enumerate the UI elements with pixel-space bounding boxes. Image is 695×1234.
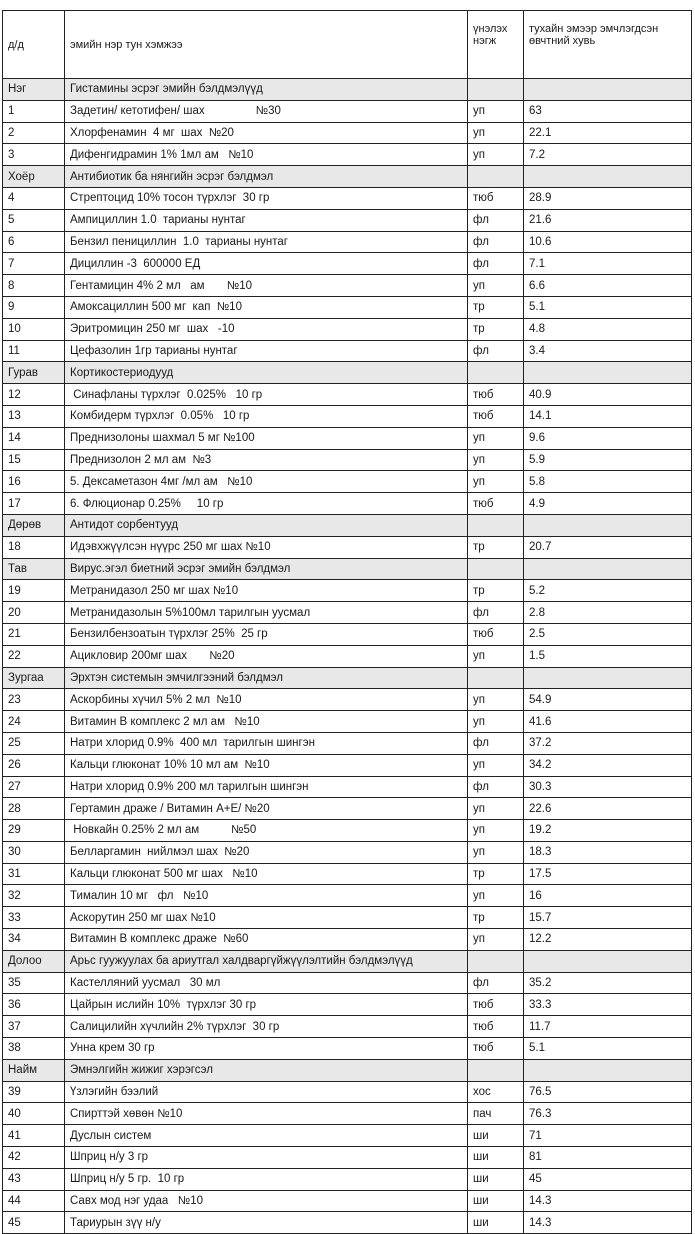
row-medicine-name: Савх мод нэг удаа №10 <box>65 1190 468 1212</box>
row-number: 44 <box>3 1190 65 1212</box>
row-number: 4 <box>3 187 65 209</box>
row-percent: 11.7 <box>524 1016 692 1038</box>
row-number: 6 <box>3 231 65 253</box>
table-row <box>3 645 692 667</box>
row-unit: уп <box>468 929 524 951</box>
section-label: Найм <box>3 1059 65 1081</box>
row-number: 37 <box>3 1016 65 1038</box>
table-row <box>3 885 692 907</box>
section-row <box>3 1059 692 1081</box>
table-row <box>3 1147 692 1169</box>
section-title: Эмнэлгийн жижиг хэрэгсэл <box>65 1059 468 1081</box>
row-unit: тюб <box>468 994 524 1016</box>
row-unit: тр <box>468 907 524 929</box>
row-medicine-name: 6. Флюционар 0.25% 10 гр <box>65 493 468 515</box>
table-row <box>3 1190 692 1212</box>
row-number: 42 <box>3 1147 65 1169</box>
section-row <box>3 166 692 188</box>
row-medicine-name: Эритромицин 250 мг шах -10 <box>65 318 468 340</box>
row-number: 23 <box>3 689 65 711</box>
row-medicine-name: Гертамин драже / Витамин А+Е/ №20 <box>65 798 468 820</box>
section-label: Дөрөв <box>3 514 65 536</box>
section-title: Арьс гуужуулах ба ариутгал халдваргүйжүүлэлтийн бэлдмэлүүд <box>65 950 468 972</box>
section-percent-empty <box>524 362 692 384</box>
row-number: 32 <box>3 885 65 907</box>
row-number: 33 <box>3 907 65 929</box>
row-percent: 5.1 <box>524 1038 692 1060</box>
row-number: 17 <box>3 493 65 515</box>
section-row <box>3 950 692 972</box>
row-percent: 63 <box>524 100 692 122</box>
table-row <box>3 863 692 885</box>
section-unit-empty <box>468 362 524 384</box>
row-percent: 14.3 <box>524 1190 692 1212</box>
row-unit: ши <box>468 1212 524 1234</box>
row-percent: 5.1 <box>524 296 692 318</box>
section-label: Гурав <box>3 362 65 384</box>
row-unit: тр <box>468 296 524 318</box>
row-unit: уп <box>468 820 524 842</box>
row-unit: фл <box>468 972 524 994</box>
table-row <box>3 1103 692 1125</box>
table-row <box>3 449 692 471</box>
row-number: 36 <box>3 994 65 1016</box>
table-row <box>3 209 692 231</box>
section-unit-empty <box>468 667 524 689</box>
table-row <box>3 536 692 558</box>
row-percent: 17.5 <box>524 863 692 885</box>
row-percent: 41.6 <box>524 711 692 733</box>
table-header-row <box>3 11 692 79</box>
row-percent: 20.7 <box>524 536 692 558</box>
row-medicine-name: 5. Дексаметазон 4мг /мл ам №10 <box>65 471 468 493</box>
header-percent: тухайн эмээр эмчлэгдсэн өвчтний хувь <box>524 11 692 79</box>
row-percent: 15.7 <box>524 907 692 929</box>
row-unit: ши <box>468 1147 524 1169</box>
row-number: 27 <box>3 776 65 798</box>
table-row <box>3 493 692 515</box>
row-number: 30 <box>3 841 65 863</box>
row-medicine-name: Преднизолоны шахмал 5 мг №100 <box>65 427 468 449</box>
table-row <box>3 841 692 863</box>
row-number: 22 <box>3 645 65 667</box>
row-number: 25 <box>3 732 65 754</box>
row-unit: фл <box>468 602 524 624</box>
row-medicine-name: Преднизолон 2 мл ам №3 <box>65 449 468 471</box>
row-percent: 81 <box>524 1147 692 1169</box>
table-row <box>3 187 692 209</box>
table-row <box>3 1016 692 1038</box>
row-unit: фл <box>468 231 524 253</box>
row-unit: уп <box>468 100 524 122</box>
table-row <box>3 1168 692 1190</box>
row-unit: фл <box>468 253 524 275</box>
row-medicine-name: Метранидазол 250 мг шах №10 <box>65 580 468 602</box>
table-row <box>3 776 692 798</box>
section-percent-empty <box>524 166 692 188</box>
table-row <box>3 602 692 624</box>
row-number: 19 <box>3 580 65 602</box>
section-row <box>3 667 692 689</box>
table-row <box>3 340 692 362</box>
table-row <box>3 1125 692 1147</box>
table-row <box>3 296 692 318</box>
section-title: Антидот сорбентууд <box>65 514 468 536</box>
row-number: 39 <box>3 1081 65 1103</box>
table-row <box>3 122 692 144</box>
row-unit: тюб <box>468 384 524 406</box>
section-title: Эрхтэн системын эмчилгээний бэлдмэл <box>65 667 468 689</box>
row-number: 2 <box>3 122 65 144</box>
row-unit: ши <box>468 1168 524 1190</box>
row-number: 11 <box>3 340 65 362</box>
row-percent: 35.2 <box>524 972 692 994</box>
section-unit-empty <box>468 558 524 580</box>
row-percent: 76.5 <box>524 1081 692 1103</box>
row-unit: уп <box>468 122 524 144</box>
row-medicine-name: Натри хлорид 0.9% 400 мл тарилгын шингэн <box>65 732 468 754</box>
row-medicine-name: Синафланы түрхлэг 0.025% 10 гр <box>65 384 468 406</box>
row-unit: тюб <box>468 1038 524 1060</box>
row-number: 13 <box>3 405 65 427</box>
row-medicine-name: Бензилбензоатын түрхлэг 25% 25 гр <box>65 623 468 645</box>
header-number: д/д <box>3 11 65 79</box>
table-row <box>3 820 692 842</box>
row-percent: 6.6 <box>524 275 692 297</box>
row-unit: уп <box>468 798 524 820</box>
table-row <box>3 623 692 645</box>
row-medicine-name: Витамин В комплекс драже №60 <box>65 929 468 951</box>
row-percent: 7.1 <box>524 253 692 275</box>
row-percent: 5.9 <box>524 449 692 471</box>
row-number: 29 <box>3 820 65 842</box>
row-number: 5 <box>3 209 65 231</box>
row-percent: 10.6 <box>524 231 692 253</box>
header-unit: үнэлэх нэгж <box>468 11 524 79</box>
header-name: эмийн нэр тун хэмжээ <box>65 11 468 79</box>
section-label: Долоо <box>3 950 65 972</box>
section-row <box>3 362 692 384</box>
row-medicine-name: Тариурын зүү н/у <box>65 1212 468 1234</box>
table-row <box>3 994 692 1016</box>
section-title: Вирус.эгэл биетний эсрэг эмийн бэлдмэл <box>65 558 468 580</box>
row-percent: 2.5 <box>524 623 692 645</box>
row-unit: тюб <box>468 1016 524 1038</box>
row-percent: 14.1 <box>524 405 692 427</box>
row-medicine-name: Ацикловир 200мг шах №20 <box>65 645 468 667</box>
row-unit: фл <box>468 340 524 362</box>
row-number: 16 <box>3 471 65 493</box>
table-row <box>3 929 692 951</box>
table-row <box>3 427 692 449</box>
row-percent: 12.2 <box>524 929 692 951</box>
row-medicine-name: Дуслын систем <box>65 1125 468 1147</box>
table-row <box>3 318 692 340</box>
row-unit: уп <box>468 427 524 449</box>
row-unit: фл <box>468 732 524 754</box>
section-percent-empty <box>524 79 692 101</box>
row-unit: тюб <box>468 187 524 209</box>
row-number: 38 <box>3 1038 65 1060</box>
row-number: 35 <box>3 972 65 994</box>
row-medicine-name: Салицилийн хүчлийн 2% түрхлэг 30 гр <box>65 1016 468 1038</box>
row-unit: уп <box>468 275 524 297</box>
table-row <box>3 711 692 733</box>
table-row <box>3 732 692 754</box>
row-percent: 1.5 <box>524 645 692 667</box>
row-percent: 9.6 <box>524 427 692 449</box>
section-title: Антибиотик ба нянгийн эсрэг бэлдмэл <box>65 166 468 188</box>
row-number: 9 <box>3 296 65 318</box>
table-row <box>3 798 692 820</box>
row-number: 20 <box>3 602 65 624</box>
row-unit: уп <box>468 711 524 733</box>
section-percent-empty <box>524 667 692 689</box>
row-unit: тр <box>468 536 524 558</box>
row-medicine-name: Үзлэгийн бээлий <box>65 1081 468 1103</box>
section-row <box>3 514 692 536</box>
row-percent: 76.3 <box>524 1103 692 1125</box>
section-unit-empty <box>468 1059 524 1081</box>
row-medicine-name: Кальци глюконат 500 мг шах №10 <box>65 863 468 885</box>
row-percent: 40.9 <box>524 384 692 406</box>
row-medicine-name: Шприц н/у 5 гр. 10 гр <box>65 1168 468 1190</box>
row-unit: тр <box>468 863 524 885</box>
row-unit: фл <box>468 776 524 798</box>
row-unit: тюб <box>468 623 524 645</box>
section-title: Гистамины эсрэг эмийн бэлдмэлүүд <box>65 79 468 101</box>
row-percent: 16 <box>524 885 692 907</box>
row-medicine-name: Комбидерм түрхлэг 0.05% 10 гр <box>65 405 468 427</box>
table-row <box>3 972 692 994</box>
table-row <box>3 1081 692 1103</box>
section-percent-empty <box>524 950 692 972</box>
row-medicine-name: Дициллин -3 600000 ЕД <box>65 253 468 275</box>
section-row <box>3 558 692 580</box>
section-title: Кортикостериодууд <box>65 362 468 384</box>
row-medicine-name: Аскорбины хүчил 5% 2 мл №10 <box>65 689 468 711</box>
section-label: Тав <box>3 558 65 580</box>
row-medicine-name: Шприц н/у 3 гр <box>65 1147 468 1169</box>
row-number: 40 <box>3 1103 65 1125</box>
row-number: 31 <box>3 863 65 885</box>
row-medicine-name: Амоксациллин 500 мг кап №10 <box>65 296 468 318</box>
row-percent: 5.8 <box>524 471 692 493</box>
row-unit: уп <box>468 689 524 711</box>
row-medicine-name: Идэвхжүүлсэн нүүрс 250 мг шах №10 <box>65 536 468 558</box>
row-percent: 71 <box>524 1125 692 1147</box>
row-medicine-name: Метранидазолын 5%100мл тарилгын уусмал <box>65 602 468 624</box>
section-percent-empty <box>524 558 692 580</box>
table-row <box>3 231 692 253</box>
row-unit: ши <box>468 1125 524 1147</box>
row-medicine-name: Цайрын ислийн 10% түрхлэг 30 гр <box>65 994 468 1016</box>
table-row <box>3 384 692 406</box>
row-number: 8 <box>3 275 65 297</box>
row-medicine-name: Гентамицин 4% 2 мл ам №10 <box>65 275 468 297</box>
table-row <box>3 689 692 711</box>
row-percent: 22.1 <box>524 122 692 144</box>
row-unit: ши <box>468 1190 524 1212</box>
table-row <box>3 907 692 929</box>
row-number: 10 <box>3 318 65 340</box>
row-medicine-name: Цефазолин 1гр тарианы нунтаг <box>65 340 468 362</box>
row-percent: 18.3 <box>524 841 692 863</box>
row-medicine-name: Кальци глюконат 10% 10 мл ам №10 <box>65 754 468 776</box>
row-medicine-name: Кастелляний уусмал 30 мл <box>65 972 468 994</box>
row-number: 34 <box>3 929 65 951</box>
row-percent: 37.2 <box>524 732 692 754</box>
row-medicine-name: Задетин/ кетотифен/ шах №30 <box>65 100 468 122</box>
table-row <box>3 275 692 297</box>
table-row <box>3 144 692 166</box>
row-number: 3 <box>3 144 65 166</box>
table-row <box>3 405 692 427</box>
row-number: 41 <box>3 1125 65 1147</box>
row-percent: 4.8 <box>524 318 692 340</box>
row-number: 12 <box>3 384 65 406</box>
section-percent-empty <box>524 514 692 536</box>
row-percent: 4.9 <box>524 493 692 515</box>
row-percent: 30.3 <box>524 776 692 798</box>
row-medicine-name: Аскорутин 250 мг шах №10 <box>65 907 468 929</box>
medicine-table <box>2 10 692 1234</box>
row-medicine-name: Бензил пенициллин 1.0 тарианы нунтаг <box>65 231 468 253</box>
table-row <box>3 100 692 122</box>
table-row <box>3 1038 692 1060</box>
row-unit: уп <box>468 754 524 776</box>
row-percent: 14.3 <box>524 1212 692 1234</box>
row-number: 21 <box>3 623 65 645</box>
row-percent: 21.6 <box>524 209 692 231</box>
row-unit: тр <box>468 580 524 602</box>
section-row <box>3 79 692 101</box>
row-unit: уп <box>468 885 524 907</box>
row-percent: 22.6 <box>524 798 692 820</box>
row-unit: пач <box>468 1103 524 1125</box>
section-unit-empty <box>468 79 524 101</box>
section-unit-empty <box>468 950 524 972</box>
row-number: 24 <box>3 711 65 733</box>
row-percent: 33.3 <box>524 994 692 1016</box>
row-percent: 28.9 <box>524 187 692 209</box>
row-percent: 2.8 <box>524 602 692 624</box>
row-unit: уп <box>468 645 524 667</box>
row-number: 15 <box>3 449 65 471</box>
row-medicine-name: Тималин 10 мг фл №10 <box>65 885 468 907</box>
table-row <box>3 471 692 493</box>
row-unit: фл <box>468 209 524 231</box>
section-unit-empty <box>468 514 524 536</box>
row-percent: 19.2 <box>524 820 692 842</box>
row-number: 28 <box>3 798 65 820</box>
row-medicine-name: Хлорфенамин 4 мг шах №20 <box>65 122 468 144</box>
table-row <box>3 253 692 275</box>
row-medicine-name: Ампициллин 1.0 тарианы нунтаг <box>65 209 468 231</box>
row-percent: 54.9 <box>524 689 692 711</box>
section-label: Хоёр <box>3 166 65 188</box>
section-unit-empty <box>468 166 524 188</box>
row-unit: хос <box>468 1081 524 1103</box>
row-unit: уп <box>468 841 524 863</box>
row-number: 26 <box>3 754 65 776</box>
row-unit: тюб <box>468 405 524 427</box>
row-unit: тюб <box>468 493 524 515</box>
row-percent: 45 <box>524 1168 692 1190</box>
table-row <box>3 754 692 776</box>
row-number: 45 <box>3 1212 65 1234</box>
row-number: 18 <box>3 536 65 558</box>
row-medicine-name: Новкайн 0.25% 2 мл ам №50 <box>65 820 468 842</box>
row-medicine-name: Витамин В комплекс 2 мл ам №10 <box>65 711 468 733</box>
row-percent: 34.2 <box>524 754 692 776</box>
row-medicine-name: Дифенгидрамин 1% 1мл ам №10 <box>65 144 468 166</box>
table-row <box>3 1212 692 1234</box>
row-medicine-name: Унна крем 30 гр <box>65 1038 468 1060</box>
row-number: 14 <box>3 427 65 449</box>
row-unit: тр <box>468 318 524 340</box>
row-number: 1 <box>3 100 65 122</box>
table-row <box>3 580 692 602</box>
row-number: 7 <box>3 253 65 275</box>
row-number: 43 <box>3 1168 65 1190</box>
row-percent: 3.4 <box>524 340 692 362</box>
row-medicine-name: Натри хлорид 0.9% 200 мл тарилгын шингэн <box>65 776 468 798</box>
section-percent-empty <box>524 1059 692 1081</box>
row-medicine-name: Спирттэй хөвөн №10 <box>65 1103 468 1125</box>
section-label: Зургаа <box>3 667 65 689</box>
row-unit: уп <box>468 144 524 166</box>
row-percent: 5.2 <box>524 580 692 602</box>
row-medicine-name: Белларгамин нийлмэл шах №20 <box>65 841 468 863</box>
section-label: Нэг <box>3 79 65 101</box>
row-unit: уп <box>468 449 524 471</box>
row-medicine-name: Стрептоцид 10% тосон түрхлэг 30 гр <box>65 187 468 209</box>
row-unit: уп <box>468 471 524 493</box>
row-percent: 7.2 <box>524 144 692 166</box>
